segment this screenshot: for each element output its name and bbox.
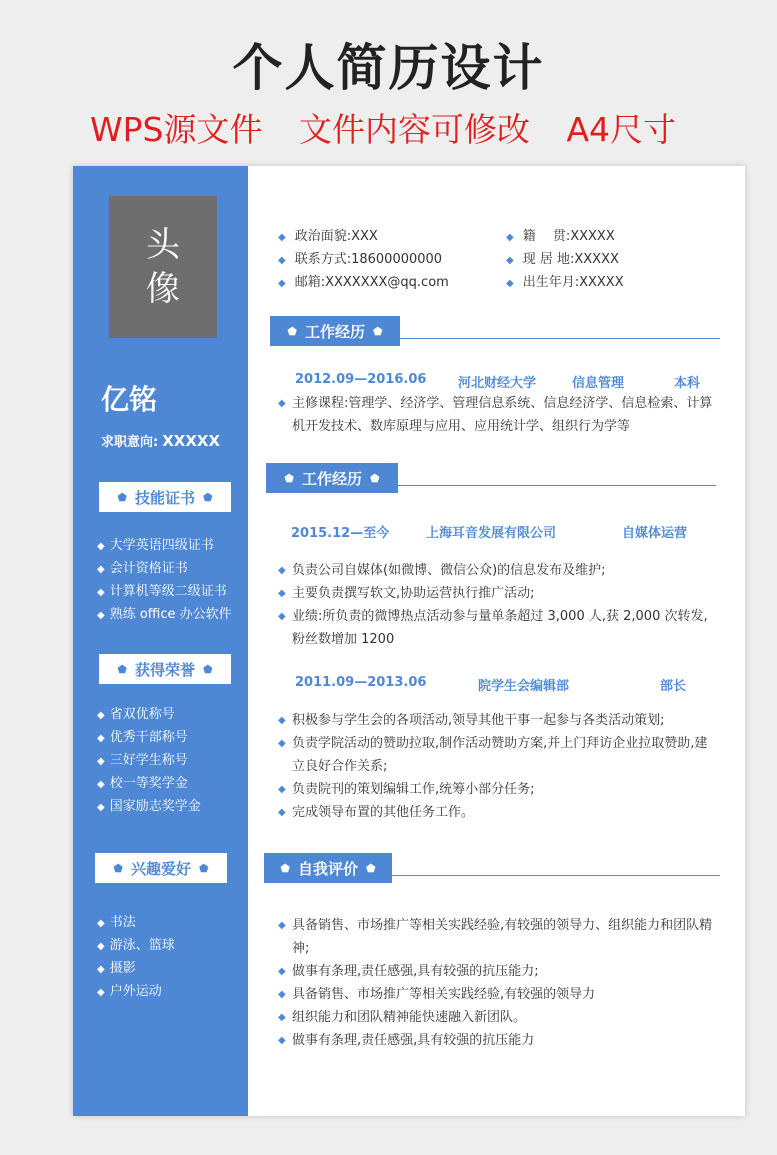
list-item: ◆ 熟练 office 办公软件 [97,603,232,626]
education-major: 信息管理 [572,376,625,391]
intent-label: 求职意向: [101,435,159,450]
honors-title: 获得荣誉 [134,660,195,679]
candidate-name: 亿铭 [101,383,158,416]
skills-title: 技能证书 [134,488,195,507]
pentagon-icon: ⬟ [117,490,127,504]
info-value: 邮箱:XXXXXXX@qq.com [294,275,449,290]
pentagon-icon: ⬟ [280,861,290,875]
list-item: ◆ 计算机等级二级证书 [97,580,232,603]
section-divider [392,875,720,876]
education-period: 2012.09—2016.06 [295,372,427,387]
job1-role: 自媒体运营 [622,526,688,541]
info-phone [278,248,442,271]
section-divider [398,485,716,486]
subtitle-editable: 文件内容可修改 [298,110,530,149]
info-political [278,225,378,248]
job2-period: 2011.09—2013.06 [295,675,427,690]
job2-role: 部长 [660,679,687,694]
hobbies-heading [95,853,227,883]
list-item: ◆ 具备销售、市场推广等相关实践经验,有较强的领导力、组织能力和团队精神; [278,914,718,960]
info-value: 现 居 地:XXXXX [522,252,619,267]
list-item: ◆ 摄影 [97,957,175,980]
list-item: ◆ 主要负责撰写软文,协助运营执行推广活动; [278,582,718,605]
job2-company: 院学生会编辑部 [478,679,570,694]
list-item: ◆ 做事有条理,责任感强,具有较强的抗压能力 [278,1029,718,1052]
skills-list [97,534,232,626]
diamond-icon: ◆ [278,255,286,266]
banner-subtitle [90,104,750,151]
info-email [278,271,449,294]
job-intent [101,431,220,450]
list-item: ◆ 完成领导布置的其他任务工作。 [278,801,718,824]
pentagon-icon: ⬟ [203,490,213,504]
pentagon-icon: ⬟ [366,861,376,875]
hobbies-title: 兴趣爱好 [130,859,191,878]
list-item: ◆ 国家励志奖学金 [97,795,201,818]
resume-main [248,166,745,1116]
diamond-icon: ◆ [506,255,514,266]
list-item: ◆ 组织能力和团队精神能快速融入新团队。 [278,1006,718,1029]
job1-period: 2015.12—至今 [291,526,390,541]
list-item: ◆ 业绩:所负责的微博热点活动参与量单条超过 3,000 人,获 2,000 次转发,粉丝数增加 1200 [278,605,718,651]
education-heading [270,316,720,348]
section-divider [400,338,720,339]
info-hometown [506,225,615,248]
info-value: 政治面貌:XXX [294,229,378,244]
section-tag [264,853,392,883]
honors-list [97,703,201,818]
pentagon-icon: ⬟ [284,471,294,485]
list-item: ◆ 做事有条理,责任感强,具有较强的抗压能力; [278,960,718,983]
honors-heading [99,654,231,684]
pentagon-icon: ⬟ [370,471,380,485]
list-item: ◆ 省双优称号 [97,703,201,726]
list-item: ◆ 三好学生称号 [97,749,201,772]
pentagon-icon: ⬟ [199,861,209,875]
info-residence [506,248,619,271]
job1-company: 上海耳音发展有限公司 [426,526,557,541]
subtitle-a4: A4尺寸 [566,110,677,149]
list-item: ◆ 优秀干部称号 [97,726,201,749]
education-bullets [278,392,718,438]
section-tag [266,463,398,493]
list-item: ◆ 校一等奖学金 [97,772,201,795]
list-item: ◆ 负责公司自媒体(如微博、微信公众)的信息发布及维护; [278,559,718,582]
pentagon-icon: ⬟ [117,662,127,676]
list-item: ◆ 主修课程:管理学、经济学、管理信息系统、信息经济学、信息检索、计算机开发技术、数库原理与应用、应用统计学、组织行为学等 [278,392,718,438]
work-heading [266,463,716,495]
diamond-icon: ◆ [278,232,286,243]
hobbies-list [97,911,175,1003]
list-item: ◆ 积极参与学生会的各项活动,领导其他干事一起参与各类活动策划; [278,709,718,732]
photo-placeholder [109,196,217,338]
photo-label: 头 像 [146,225,180,309]
list-item: ◆ 书法 [97,911,175,934]
education-degree: 本科 [674,376,701,391]
education-school: 河北财经大学 [458,376,537,391]
section-tag [270,316,400,346]
info-value: 籍 贯:XXXXX [522,229,615,244]
pentagon-icon: ⬟ [203,662,213,676]
list-item: ◆ 大学英语四级证书 [97,534,232,557]
list-item: ◆ 会计资格证书 [97,557,232,580]
subtitle-wps: WPS源文件 [90,110,263,149]
intent-value: XXXXX [162,432,221,450]
education-title: 工作经历 [304,322,365,341]
info-value: 联系方式:18600000000 [294,252,443,267]
self-eval-title: 自我评价 [297,859,358,878]
diamond-icon: ◆ [278,278,286,289]
banner-title: 个人简历设计 [232,39,545,97]
list-item: ◆ 户外运动 [97,980,175,1003]
skills-heading [99,482,231,512]
diamond-icon: ◆ [506,232,514,243]
resume-sidebar [73,166,248,1116]
diamond-icon: ◆ [506,278,514,289]
pentagon-icon: ⬟ [373,324,383,338]
list-item: ◆ 负责院刊的策划编辑工作,统筹小部分任务; [278,778,718,801]
list-item: ◆ 负责学院活动的赞助拉取,制作活动赞助方案,并上门拜访企业拉取赞助,建立良好合作关系; [278,732,718,778]
job1-bullets [278,559,718,651]
self-eval-bullets [278,914,718,1052]
resume-sheet [73,166,745,1116]
list-item: ◆ 具备销售、市场推广等相关实践经验,有较强的领导力 [278,983,718,1006]
info-value: 出生年月:XXXXX [522,275,624,290]
pentagon-icon: ⬟ [113,861,123,875]
pentagon-icon: ⬟ [287,324,297,338]
self-eval-heading [264,853,720,885]
list-item: ◆ 游泳、篮球 [97,934,175,957]
job2-bullets [278,709,718,824]
info-birth [506,271,624,294]
work-title: 工作经历 [301,469,362,488]
